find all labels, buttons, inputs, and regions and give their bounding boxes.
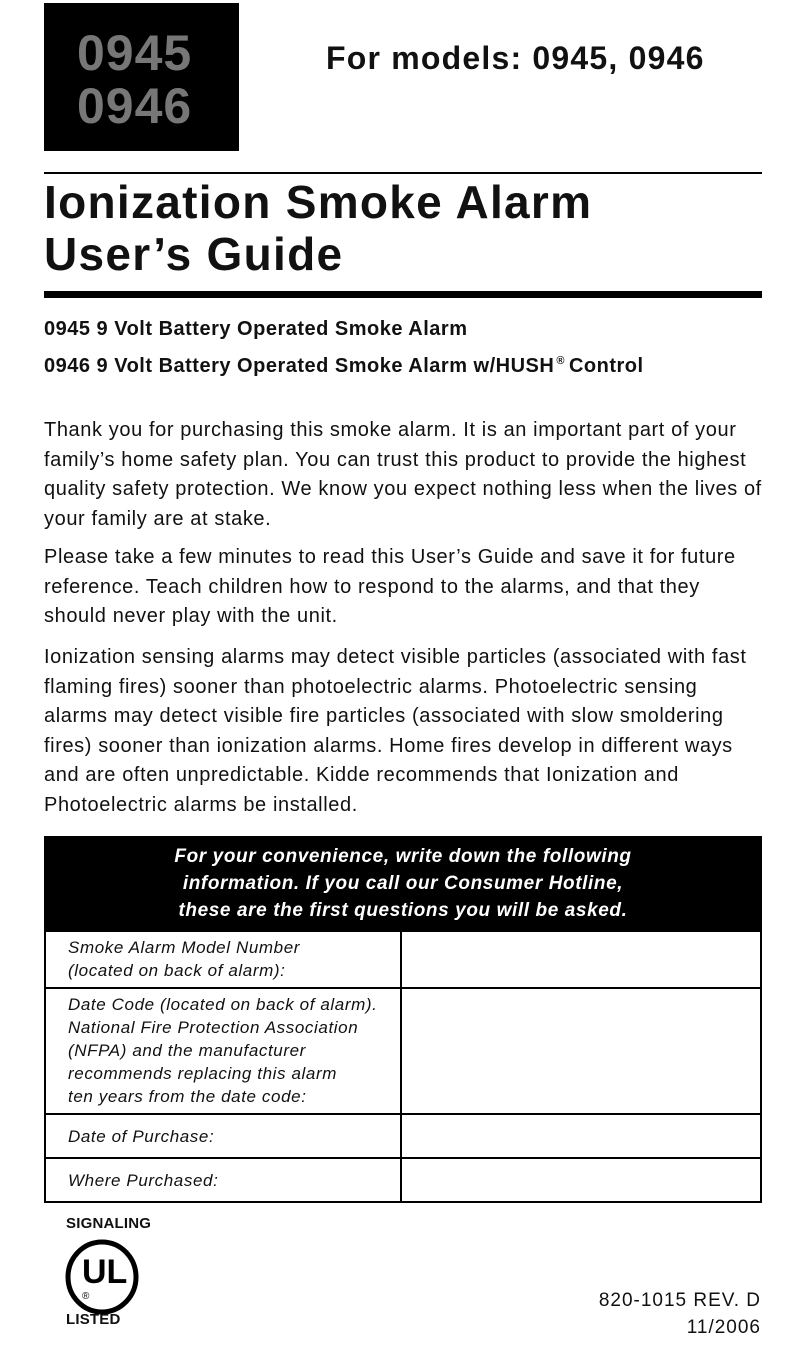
table-row-date-code xyxy=(46,987,760,1113)
ionization-info-paragraph: Ionization sensing alarms may detect visible particles (associated with fast flaming fires) sooner than photoelectric alarms. Photoelectric sensing alarms may detect visible fire particles (associated with slow smoldering fires) sooner than ionization alarms. Home fires develop in different ways and are often unpredictable. Kidde recommends that Ionization and Photoelectric alarms be installed. xyxy=(44,646,747,816)
info-table-header xyxy=(46,838,760,932)
model-0946-control: Control xyxy=(568,355,644,377)
model-number-0945: 0945 xyxy=(77,25,193,81)
model-number-0946: 0946 xyxy=(77,78,193,134)
ul-logo-letters: UL xyxy=(82,1253,128,1291)
label-line: (located on back of alarm): xyxy=(68,961,286,980)
ul-registered-mark: ® xyxy=(82,1291,90,1302)
label-line: Smoke Alarm Model Number xyxy=(68,938,301,957)
label-line: recommends replacing this alarm xyxy=(68,1064,337,1083)
model-0946-text: 0946 9 Volt Battery Operated Smoke Alarm w/HUSH xyxy=(44,355,555,377)
where-purchased-field[interactable] xyxy=(400,1159,762,1201)
where-purchased-label xyxy=(68,1169,218,1192)
for-models-heading: For models: 0945, 0946 xyxy=(326,40,705,76)
document-revision: 820-1015 REV. D xyxy=(598,1290,761,1311)
model-number-box xyxy=(44,3,239,151)
label-line: Date of Purchase: xyxy=(68,1127,215,1146)
label-line: (NFPA) and the manufacturer xyxy=(68,1041,306,1060)
model-0946-description xyxy=(44,355,644,378)
date-of-purchase-field[interactable] xyxy=(400,1115,762,1157)
model-number-label xyxy=(68,936,300,982)
top-divider xyxy=(44,172,762,174)
date-code-label xyxy=(68,993,377,1108)
info-header-line-3: these are the first questions you will be asked. xyxy=(178,900,628,921)
ul-listed-mark xyxy=(52,1215,152,1335)
date-code-field[interactable] xyxy=(400,989,762,1113)
date-of-purchase-label xyxy=(68,1125,214,1148)
table-row-model-number xyxy=(46,930,760,987)
ul-logo-icon xyxy=(60,1237,144,1317)
table-row-where-purchased xyxy=(46,1157,760,1201)
table-row-date-of-purchase xyxy=(46,1113,760,1157)
model-0945-description: 0945 9 Volt Battery Operated Smoke Alarm xyxy=(44,318,468,340)
consumer-info-table xyxy=(44,836,762,1203)
label-line: Date Code (located on back of alarm). xyxy=(68,995,378,1014)
label-line: Where Purchased: xyxy=(68,1171,219,1190)
registered-mark: ® xyxy=(556,355,565,367)
title-line-2: User’s Guide xyxy=(44,228,344,280)
thank-you-paragraph: Thank you for purchasing this smoke alarm. It is an important part of your family’s home safety plan. You can trust this product to provide the highest quality safety protection. We know you expect nothing less when the lives of your family are at stake. xyxy=(44,419,762,530)
info-header-line-2: information. If you call our Consumer Hotline, xyxy=(182,873,624,894)
document-title xyxy=(44,176,592,280)
title-divider xyxy=(44,291,762,298)
document-number xyxy=(599,1287,761,1341)
ul-signaling-text: SIGNALING xyxy=(66,1215,152,1232)
model-number-field[interactable] xyxy=(400,932,762,987)
document-date: 11/2006 xyxy=(686,1317,761,1338)
label-line: ten years from the date code: xyxy=(68,1087,307,1106)
info-header-line-1: For your convenience, write down the following xyxy=(174,846,632,867)
ul-listed-text: LISTED xyxy=(66,1311,121,1328)
read-guide-paragraph: Please take a few minutes to read this User’s Guide and save it for future reference. Teach children how to respond to the alarms, and that they should never play with the unit. xyxy=(44,546,736,627)
label-line: National Fire Protection Association xyxy=(68,1018,359,1037)
title-line-1: Ionization Smoke Alarm xyxy=(44,176,593,228)
